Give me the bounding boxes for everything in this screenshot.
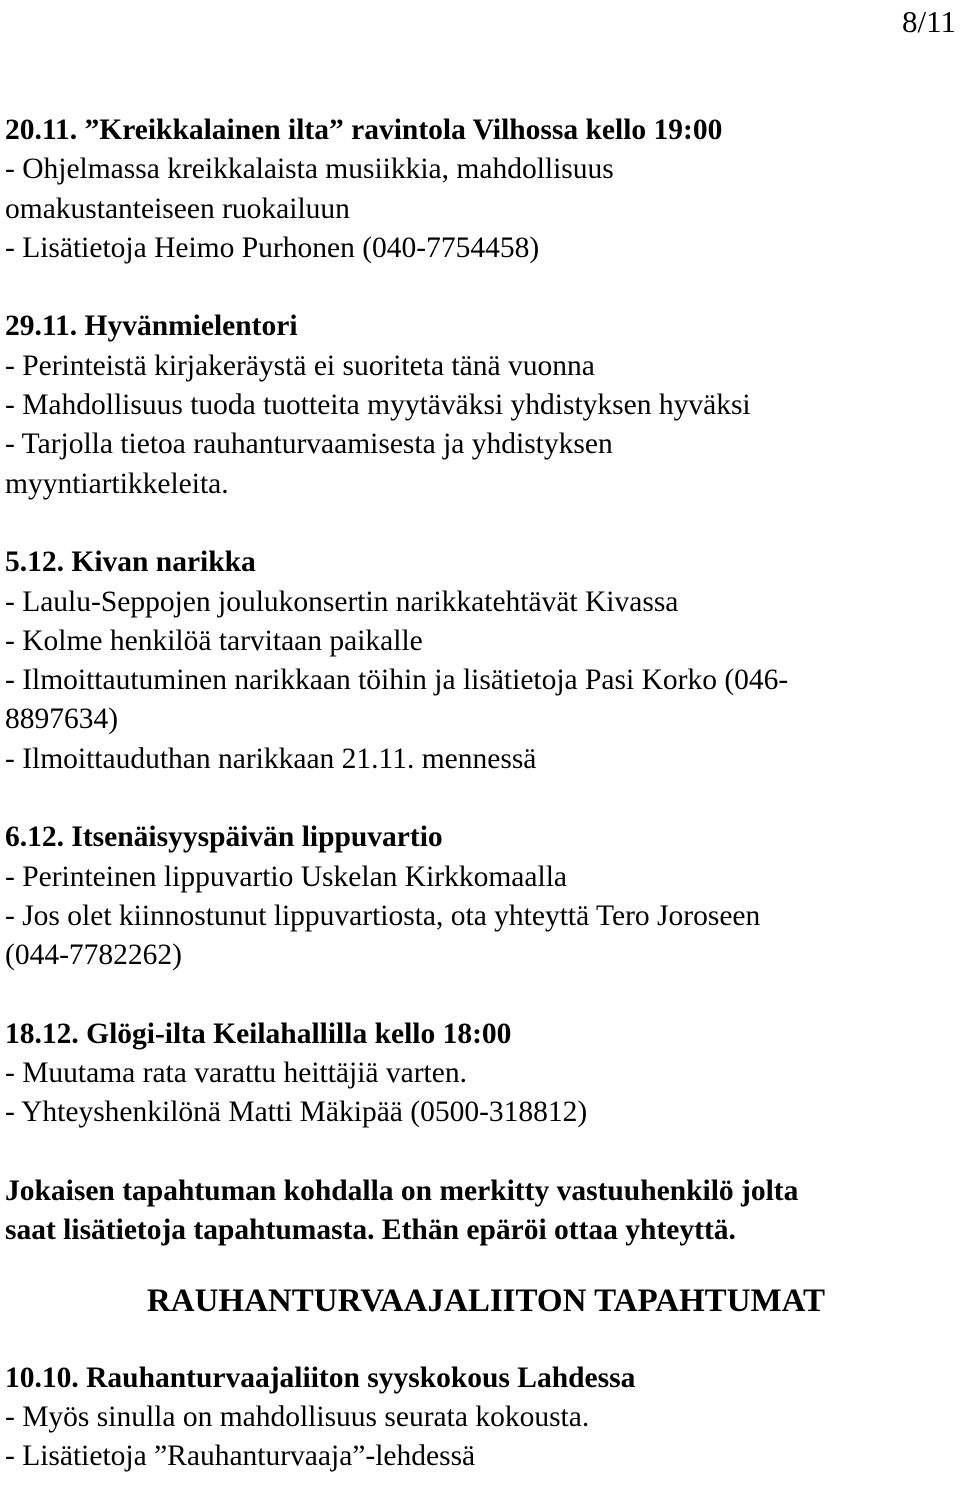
notice-line: Jokaisen tapahtuman kohdalla on merkitty vastuuhenkilö jolta — [5, 1175, 799, 1208]
event-heading: 20.11. ”Kreikkalainen ilta” ravintola Vilhossa kello 19:00 — [5, 114, 723, 146]
event-line: - Kolme henkilöä tarvitaan paikalle — [5, 624, 423, 657]
event-line: - Laulu-Seppojen joulukonsertin narikkatehtävät Kivassa — [5, 585, 679, 618]
event-glogi-evening — [5, 1015, 955, 1133]
event-line: - Myös sinulla on mahdollisuus seurata kokousta. — [5, 1400, 590, 1433]
event-heading: 10.10. Rauhanturvaajaliiton syyskokous Lahdessa — [5, 1361, 636, 1394]
event-line: 8897634) — [5, 703, 119, 736]
event-line: omakustanteiseen ruokailuun — [5, 192, 350, 225]
event-heading: 29.11. Hyvänmielentori — [5, 310, 298, 343]
event-greek-evening — [5, 111, 955, 268]
event-kiva-cloakroom — [5, 543, 955, 779]
event-line: - Ilmoittautuminen narikkaan töihin ja lisätietoja Pasi Korko (046- — [5, 664, 789, 697]
section-title: RAUHANTURVAAJALIITON TAPAHTUMAT — [146, 1282, 826, 1319]
notice-line: saat lisätietoja tapahtumasta. Ethän epäröi ottaa yhteyttä. — [5, 1214, 736, 1247]
event-line: myyntiartikkeleita. — [5, 467, 229, 500]
event-good-mind-market — [5, 307, 955, 503]
event-line: - Ohjelmassa kreikkalaista musiikkia, mahdollisuus — [5, 153, 614, 186]
event-line: - Mahdollisuus tuoda tuotteita myytäväksi yhdistyksen hyväksi — [5, 389, 751, 422]
event-line: (044-7782262) — [5, 939, 182, 972]
event-line: - Yhteyshenkilönä Matti Mäkipää (0500-318812) — [5, 1096, 588, 1129]
document-body — [5, 111, 955, 1477]
page-number: 8/11 — [902, 4, 956, 39]
event-heading: 6.12. Itsenäisyyspäivän lippuvartio — [5, 821, 443, 854]
contact-notice — [5, 1172, 955, 1251]
event-line: - Perinteistä kirjakeräystä ei suoriteta tänä vuonna — [5, 349, 595, 382]
event-line: - Tarjolla tietoa rauhanturvaamisesta ja yhdistyksen — [5, 428, 613, 461]
event-line: - Ilmoittauduthan narikkaan 21.11. mennessä — [5, 742, 537, 775]
event-independence-day-flag-guard — [5, 818, 955, 975]
event-heading: 5.12. Kivan narikka — [5, 546, 256, 579]
event-line: - Lisätietoja Heimo Purhonen (040-7754458) — [5, 231, 540, 264]
event-line: - Perinteinen lippuvartio Uskelan Kirkkomaalla — [5, 860, 567, 893]
event-line: - Muutama rata varattu heittäjiä varten. — [5, 1057, 467, 1090]
event-heading: 18.12. Glögi-ilta Keilahallilla kello 18:00 — [5, 1017, 512, 1050]
event-autumn-meeting — [5, 1359, 955, 1477]
event-line: - Jos olet kiinnostunut lippuvartiosta, ota yhteyttä Tero Joroseen — [5, 899, 761, 932]
event-line: - Lisätietoja ”Rauhanturvaaja”-lehdessä — [5, 1440, 476, 1473]
